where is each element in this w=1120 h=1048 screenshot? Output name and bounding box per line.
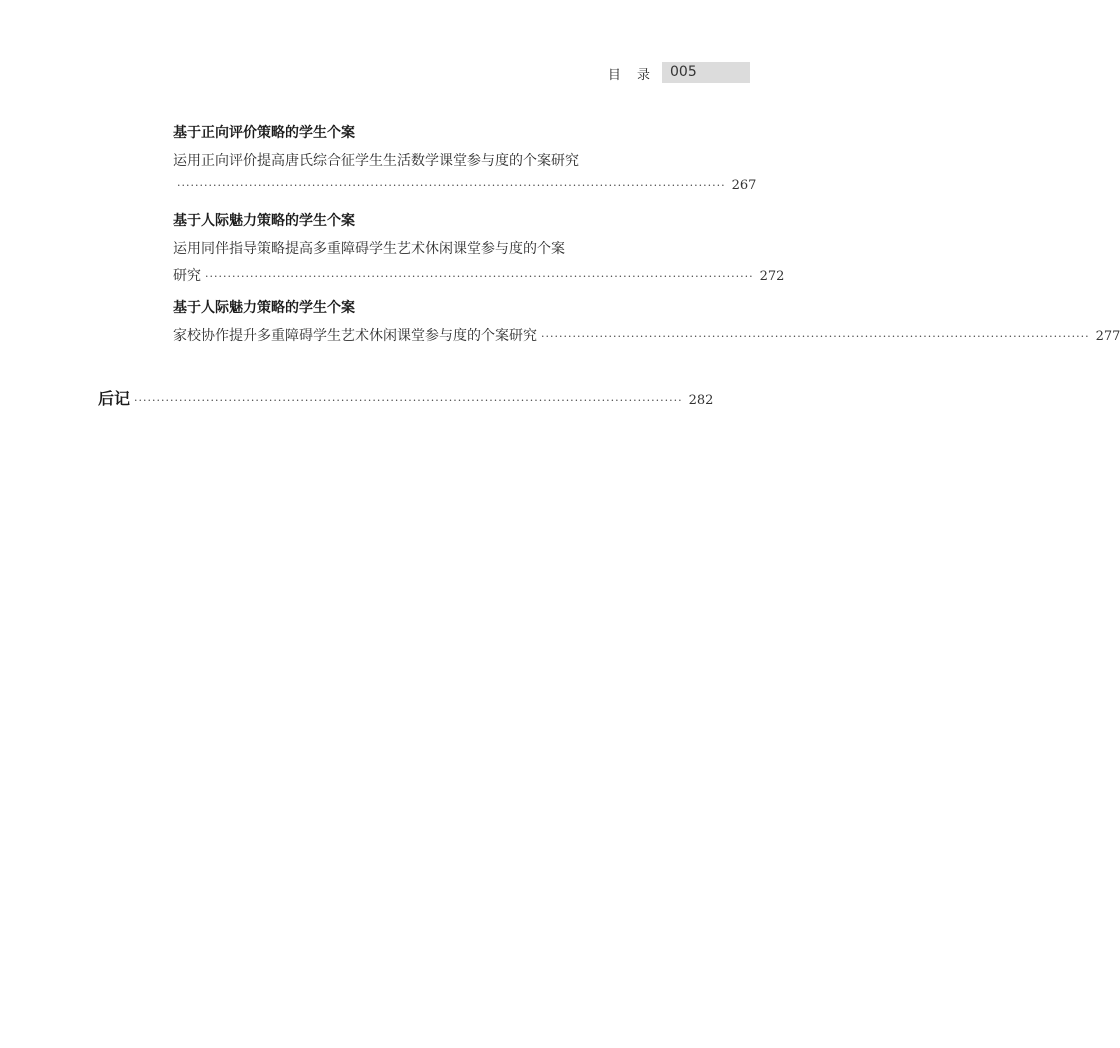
toc-afterword-label: 后记 <box>98 389 131 408</box>
toc-section-heading[interactable]: 基于人际魅力策略的学生个案 <box>173 300 355 316</box>
dot-leader: ·························································································································· <box>541 330 1090 343</box>
toc-entry-title: 家校协作提升多重障碍学生艺术休闲课堂参与度的个案研究 <box>173 328 537 344</box>
running-head-title: 目 录 <box>607 68 656 83</box>
running-head-page-number: 005 <box>670 64 697 80</box>
toc-entry-leader-row[interactable] <box>173 178 757 198</box>
running-head-page-bar <box>662 62 750 83</box>
toc-page-number: 277 <box>1095 329 1120 344</box>
toc-afterword-row[interactable] <box>98 386 714 408</box>
toc-entry-title[interactable]: 运用正向评价提高唐氏综合征学生生活数学课堂参与度的个案研究 <box>173 153 579 169</box>
toc-page-number: 272 <box>759 269 785 284</box>
dot-leader: ·························································································································· <box>177 179 726 192</box>
toc-entry-leader-row[interactable] <box>173 265 785 285</box>
toc-entry-leader-row[interactable] <box>173 325 1120 345</box>
toc-entry-title-continuation: 研究 <box>173 268 201 284</box>
dot-leader: ·························································································································· <box>134 394 683 407</box>
toc-page-number: 267 <box>731 178 757 193</box>
toc-section-heading[interactable]: 基于人际魅力策略的学生个案 <box>173 213 355 229</box>
dot-leader: ·························································································································· <box>205 270 754 283</box>
toc-page-number: 282 <box>688 393 714 408</box>
toc-section-heading[interactable]: 基于正向评价策略的学生个案 <box>173 125 355 141</box>
running-head <box>0 62 750 84</box>
toc-entry-title[interactable]: 运用同伴指导策略提高多重障碍学生艺术休闲课堂参与度的个案 <box>173 241 565 257</box>
